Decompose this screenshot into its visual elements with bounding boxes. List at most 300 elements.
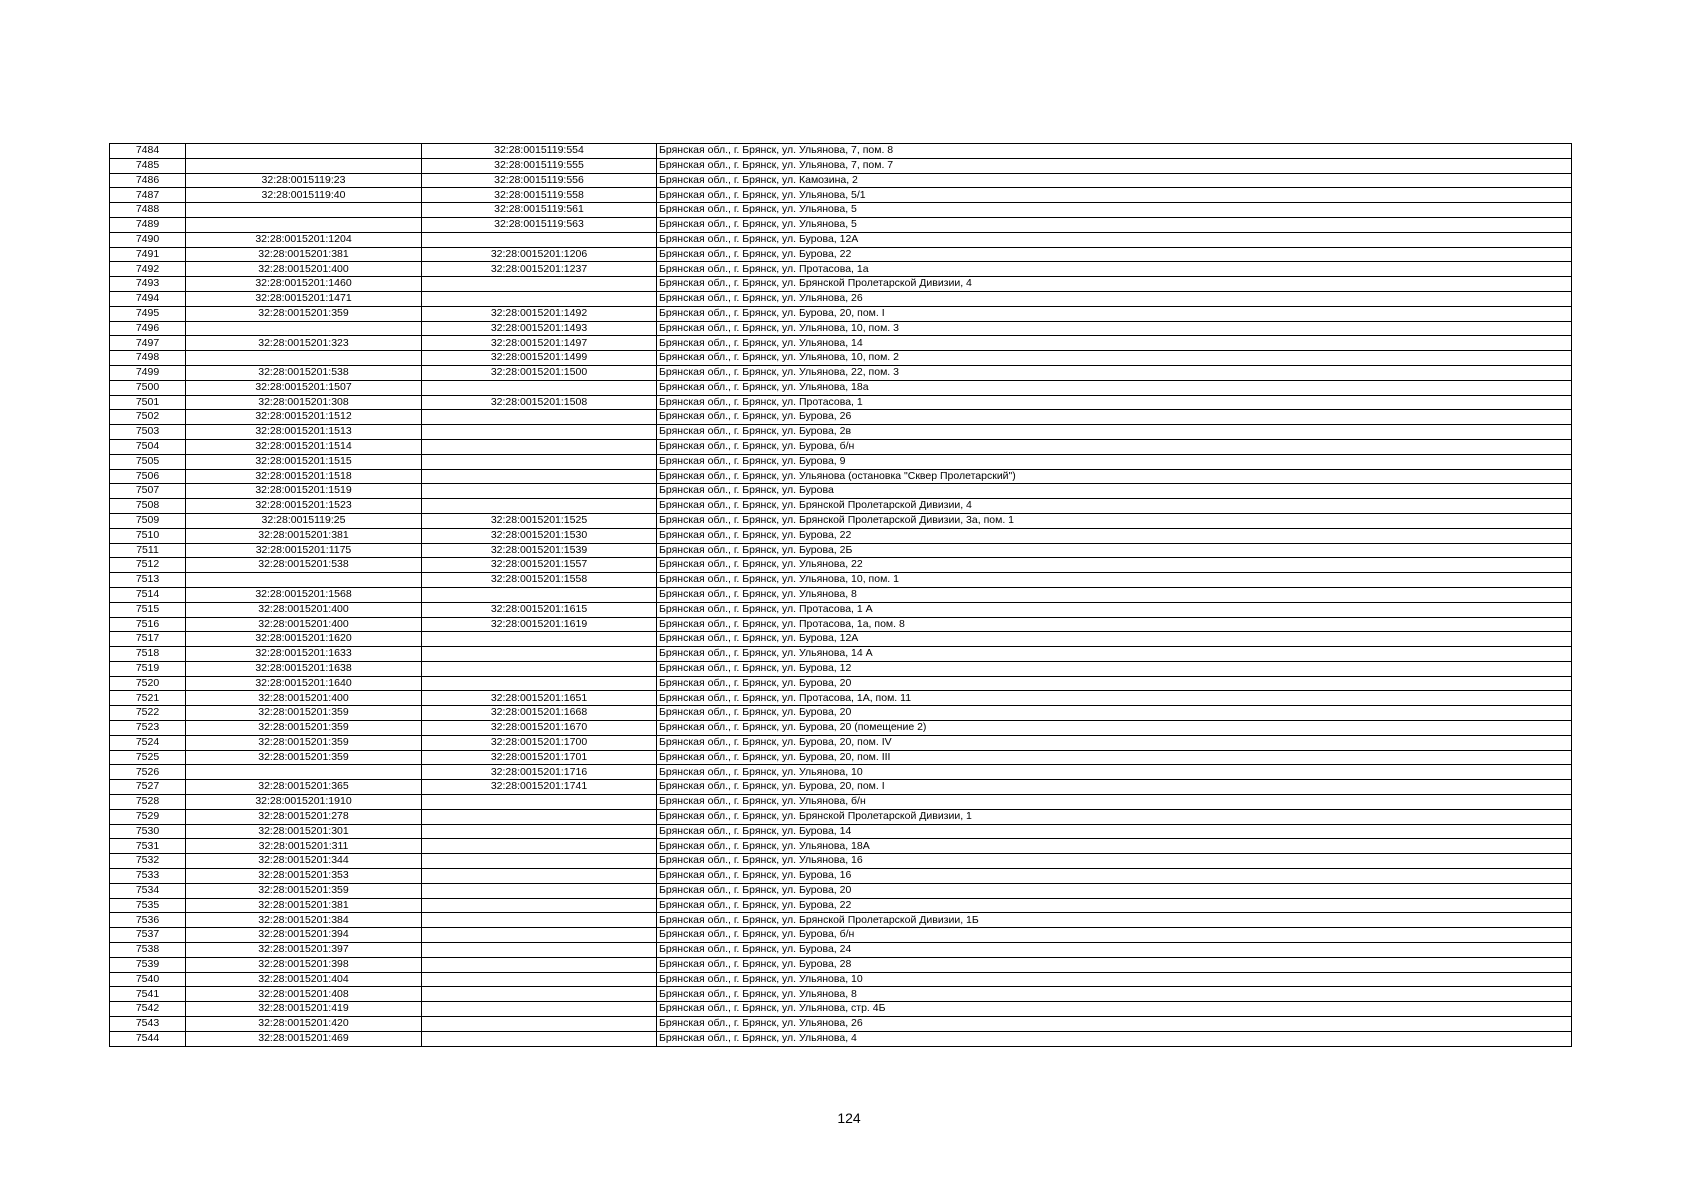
- cadastral-number-cell: 32:28:0015201:1237: [422, 262, 657, 277]
- parcel-number-cell: 32:28:0015201:397: [186, 943, 422, 958]
- address-cell: Брянская обл., г. Брянск, ул. Ульянова, 16: [657, 854, 1572, 869]
- table-row: [110, 987, 1572, 1002]
- parcel-number-cell: 32:28:0015201:359: [186, 721, 422, 736]
- table-row: [110, 750, 1572, 765]
- parcel-number-cell: [186, 351, 422, 366]
- cadastral-number-cell: [422, 647, 657, 662]
- address-cell: Брянская обл., г. Брянск, ул. Бурова, 20, пом. III: [657, 750, 1572, 765]
- table-row: [110, 203, 1572, 218]
- table-row: [110, 795, 1572, 810]
- row-number-cell: 7511: [110, 543, 186, 558]
- parcel-number-cell: 32:28:0015201:469: [186, 1031, 422, 1046]
- parcel-number-cell: 32:28:0015119:40: [186, 188, 422, 203]
- row-number-cell: 7525: [110, 750, 186, 765]
- address-cell: Брянская обл., г. Брянск, ул. Ульянова, 14: [657, 336, 1572, 351]
- address-cell: Брянская обл., г. Брянск, ул. Бурова, 9: [657, 454, 1572, 469]
- address-cell: Брянская обл., г. Брянск, ул. Ульянова, 26: [657, 291, 1572, 306]
- address-cell: Брянская обл., г. Брянск, ул. Бурова, 2в: [657, 425, 1572, 440]
- cadastral-number-cell: 32:28:0015201:1500: [422, 365, 657, 380]
- table-row: [110, 247, 1572, 262]
- table-row: [110, 943, 1572, 958]
- parcel-number-cell: 32:28:0015201:419: [186, 1002, 422, 1017]
- address-cell: Брянская обл., г. Брянск, ул. Ульянова, 8: [657, 987, 1572, 1002]
- cadastral-number-cell: [422, 972, 657, 987]
- table-row: [110, 854, 1572, 869]
- table-row: [110, 188, 1572, 203]
- address-cell: Брянская обл., г. Брянск, ул. Ульянова, 5: [657, 203, 1572, 218]
- row-number-cell: 7533: [110, 869, 186, 884]
- table-row: [110, 365, 1572, 380]
- table-row: [110, 351, 1572, 366]
- address-cell: Брянская обл., г. Брянск, ул. Бурова, 22: [657, 528, 1572, 543]
- table-row: [110, 410, 1572, 425]
- row-number-cell: 7500: [110, 380, 186, 395]
- table-row: [110, 587, 1572, 602]
- parcel-number-cell: 32:28:0015201:400: [186, 602, 422, 617]
- row-number-cell: 7542: [110, 1002, 186, 1017]
- row-number-cell: 7502: [110, 410, 186, 425]
- address-cell: Брянская обл., г. Брянск, ул. Ульянова, 4: [657, 1031, 1572, 1046]
- row-number-cell: 7524: [110, 735, 186, 750]
- page-number: 124: [837, 1110, 861, 1126]
- table-row: [110, 602, 1572, 617]
- parcel-number-cell: [186, 158, 422, 173]
- parcel-number-cell: 32:28:0015201:381: [186, 247, 422, 262]
- row-number-cell: 7487: [110, 188, 186, 203]
- parcel-number-cell: 32:28:0015201:404: [186, 972, 422, 987]
- table-row: [110, 573, 1572, 588]
- address-cell: Брянская обл., г. Брянск, ул. Бурова, 22: [657, 247, 1572, 262]
- address-cell: Брянская обл., г. Брянск, ул. Ульянова, стр. 4Б: [657, 1002, 1572, 1017]
- address-cell: Брянская обл., г. Брянск, ул. Бурова, 14: [657, 824, 1572, 839]
- cadastral-number-cell: [422, 425, 657, 440]
- cadastral-number-cell: [422, 1017, 657, 1032]
- parcel-number-cell: [186, 765, 422, 780]
- row-number-cell: 7514: [110, 587, 186, 602]
- parcel-number-cell: 32:28:0015201:1460: [186, 277, 422, 292]
- table-row: [110, 617, 1572, 632]
- address-cell: Брянская обл., г. Брянск, ул. Брянской Пролетарской Дивизии, 4: [657, 499, 1572, 514]
- table-row: [110, 217, 1572, 232]
- row-number-cell: 7543: [110, 1017, 186, 1032]
- address-cell: Брянская обл., г. Брянск, ул. Бурова, 22: [657, 898, 1572, 913]
- cadastral-number-cell: [422, 291, 657, 306]
- cadastral-number-cell: [422, 661, 657, 676]
- row-number-cell: 7499: [110, 365, 186, 380]
- address-cell: Брянская обл., г. Брянск, ул. Ульянова, 8: [657, 587, 1572, 602]
- table-row: [110, 439, 1572, 454]
- address-cell: Брянская обл., г. Брянск, ул. Бурова, 20, пом. IV: [657, 735, 1572, 750]
- row-number-cell: 7539: [110, 957, 186, 972]
- cadastral-number-cell: [422, 277, 657, 292]
- cadastral-number-cell: [422, 987, 657, 1002]
- address-cell: Брянская обл., г. Брянск, ул. Ульянова, 10, пом. 2: [657, 351, 1572, 366]
- parcel-number-cell: 32:28:0015201:1175: [186, 543, 422, 558]
- parcel-number-cell: 32:28:0015201:1518: [186, 469, 422, 484]
- cadastral-number-cell: [422, 469, 657, 484]
- row-number-cell: 7489: [110, 217, 186, 232]
- parcel-number-cell: 32:28:0015201:1471: [186, 291, 422, 306]
- address-cell: Брянская обл., г. Брянск, ул. Ульянова, 18А: [657, 839, 1572, 854]
- address-cell: Брянская обл., г. Брянск, ул. Протасова, 1: [657, 395, 1572, 410]
- table-row: [110, 869, 1572, 884]
- cadastral-number-cell: 32:28:0015119:563: [422, 217, 657, 232]
- table-row: [110, 809, 1572, 824]
- table-row: [110, 839, 1572, 854]
- parcel-number-cell: 32:28:0015201:1910: [186, 795, 422, 810]
- table-row: [110, 972, 1572, 987]
- parcel-number-cell: 32:28:0015201:353: [186, 869, 422, 884]
- parcel-number-cell: [186, 217, 422, 232]
- parcel-number-cell: 32:28:0015201:323: [186, 336, 422, 351]
- table-row: [110, 395, 1572, 410]
- table-row: [110, 883, 1572, 898]
- cadastral-number-cell: 32:28:0015201:1493: [422, 321, 657, 336]
- address-cell: Брянская обл., г. Брянск, ул. Бурова, 2Б: [657, 543, 1572, 558]
- parcel-number-cell: 32:28:0015201:381: [186, 898, 422, 913]
- row-number-cell: 7495: [110, 306, 186, 321]
- parcel-number-cell: 32:28:0015201:1620: [186, 632, 422, 647]
- parcel-number-cell: 32:28:0015201:1568: [186, 587, 422, 602]
- row-number-cell: 7505: [110, 454, 186, 469]
- address-cell: Брянская обл., г. Брянск, ул. Протасова, 1А, пом. 11: [657, 691, 1572, 706]
- table-row: [110, 735, 1572, 750]
- cadastral-number-cell: [422, 795, 657, 810]
- row-number-cell: 7519: [110, 661, 186, 676]
- cadastral-number-cell: [422, 869, 657, 884]
- parcel-number-cell: 32:28:0015201:1523: [186, 499, 422, 514]
- address-cell: Брянская обл., г. Брянск, ул. Бурова, 12А: [657, 232, 1572, 247]
- row-number-cell: 7538: [110, 943, 186, 958]
- row-number-cell: 7540: [110, 972, 186, 987]
- table-row: [110, 765, 1572, 780]
- row-number-cell: 7527: [110, 780, 186, 795]
- address-cell: Брянская обл., г. Брянск, ул. Ульянова, 5/1: [657, 188, 1572, 203]
- cadastral-number-cell: [422, 410, 657, 425]
- registry-table: [109, 143, 1572, 1047]
- table-row: [110, 928, 1572, 943]
- cadastral-number-cell: [422, 484, 657, 499]
- table-row: [110, 780, 1572, 795]
- row-number-cell: 7493: [110, 277, 186, 292]
- parcel-number-cell: 32:28:0015201:408: [186, 987, 422, 1002]
- parcel-number-cell: 32:28:0015201:538: [186, 558, 422, 573]
- table-row: [110, 277, 1572, 292]
- parcel-number-cell: 32:28:0015201:394: [186, 928, 422, 943]
- cadastral-number-cell: [422, 439, 657, 454]
- cadastral-number-cell: [422, 587, 657, 602]
- row-number-cell: 7535: [110, 898, 186, 913]
- address-cell: Брянская обл., г. Брянск, ул. Протасова, 1а: [657, 262, 1572, 277]
- parcel-number-cell: 32:28:0015201:1204: [186, 232, 422, 247]
- row-number-cell: 7501: [110, 395, 186, 410]
- table-row: [110, 306, 1572, 321]
- row-number-cell: 7486: [110, 173, 186, 188]
- cadastral-number-cell: 32:28:0015201:1499: [422, 351, 657, 366]
- cadastral-number-cell: 32:28:0015201:1741: [422, 780, 657, 795]
- row-number-cell: 7510: [110, 528, 186, 543]
- address-cell: Брянская обл., г. Брянск, ул. Бурова, 26: [657, 410, 1572, 425]
- address-cell: Брянская обл., г. Брянск, ул. Бурова, б/н: [657, 928, 1572, 943]
- row-number-cell: 7498: [110, 351, 186, 366]
- row-number-cell: 7531: [110, 839, 186, 854]
- row-number-cell: 7523: [110, 721, 186, 736]
- row-number-cell: 7515: [110, 602, 186, 617]
- cadastral-number-cell: 32:28:0015201:1539: [422, 543, 657, 558]
- parcel-number-cell: 32:28:0015201:344: [186, 854, 422, 869]
- cadastral-number-cell: 32:28:0015201:1670: [422, 721, 657, 736]
- row-number-cell: 7504: [110, 439, 186, 454]
- row-number-cell: 7516: [110, 617, 186, 632]
- row-number-cell: 7509: [110, 513, 186, 528]
- table-row: [110, 824, 1572, 839]
- row-number-cell: 7529: [110, 809, 186, 824]
- cadastral-number-cell: 32:28:0015201:1206: [422, 247, 657, 262]
- table-row: [110, 262, 1572, 277]
- address-cell: Брянская обл., г. Брянск, ул. Бурова, 20 (помещение 2): [657, 721, 1572, 736]
- row-number-cell: 7521: [110, 691, 186, 706]
- table-row: [110, 321, 1572, 336]
- parcel-number-cell: 32:28:0015201:1515: [186, 454, 422, 469]
- table-row: [110, 543, 1572, 558]
- parcel-number-cell: 32:28:0015201:308: [186, 395, 422, 410]
- cadastral-number-cell: [422, 839, 657, 854]
- row-number-cell: 7532: [110, 854, 186, 869]
- parcel-number-cell: 32:28:0015119:23: [186, 173, 422, 188]
- parcel-number-cell: [186, 144, 422, 159]
- cadastral-number-cell: [422, 898, 657, 913]
- row-number-cell: 7492: [110, 262, 186, 277]
- cadastral-number-cell: 32:28:0015119:558: [422, 188, 657, 203]
- cadastral-number-cell: [422, 380, 657, 395]
- parcel-number-cell: 32:28:0015201:400: [186, 617, 422, 632]
- table-row: [110, 158, 1572, 173]
- cadastral-number-cell: [422, 809, 657, 824]
- address-cell: Брянская обл., г. Брянск, ул. Ульянова (остановка "Сквер Пролетарский"): [657, 469, 1572, 484]
- table-row: [110, 499, 1572, 514]
- table-row: [110, 1002, 1572, 1017]
- cadastral-number-cell: 32:28:0015119:561: [422, 203, 657, 218]
- address-cell: Брянская обл., г. Брянск, ул. Брянской Пролетарской Дивизии, 4: [657, 277, 1572, 292]
- table-row: [110, 144, 1572, 159]
- address-cell: Брянская обл., г. Брянск, ул. Бурова, 12: [657, 661, 1572, 676]
- row-number-cell: 7508: [110, 499, 186, 514]
- cadastral-number-cell: [422, 232, 657, 247]
- row-number-cell: 7485: [110, 158, 186, 173]
- address-cell: Брянская обл., г. Брянск, ул. Брянской Пролетарской Дивизии, 1: [657, 809, 1572, 824]
- cadastral-number-cell: [422, 883, 657, 898]
- parcel-number-cell: [186, 321, 422, 336]
- parcel-number-cell: [186, 573, 422, 588]
- parcel-number-cell: 32:28:0015201:1633: [186, 647, 422, 662]
- address-cell: Брянская обл., г. Брянск, ул. Бурова, б/н: [657, 439, 1572, 454]
- table-row: [110, 691, 1572, 706]
- cadastral-number-cell: [422, 854, 657, 869]
- cadastral-number-cell: 32:28:0015119:555: [422, 158, 657, 173]
- address-cell: Брянская обл., г. Брянск, ул. Ульянова, 7, пом. 7: [657, 158, 1572, 173]
- cadastral-number-cell: 32:28:0015201:1557: [422, 558, 657, 573]
- address-cell: Брянская обл., г. Брянск, ул. Бурова, 20, пом. I: [657, 306, 1572, 321]
- row-number-cell: 7520: [110, 676, 186, 691]
- cadastral-number-cell: 32:28:0015201:1716: [422, 765, 657, 780]
- table-row: [110, 484, 1572, 499]
- cadastral-number-cell: 32:28:0015201:1615: [422, 602, 657, 617]
- address-cell: Брянская обл., г. Брянск, ул. Ульянова, 26: [657, 1017, 1572, 1032]
- parcel-number-cell: 32:28:0015201:1519: [186, 484, 422, 499]
- table-row: [110, 647, 1572, 662]
- row-number-cell: 7506: [110, 469, 186, 484]
- parcel-number-cell: 32:28:0015201:359: [186, 750, 422, 765]
- table-row: [110, 513, 1572, 528]
- row-number-cell: 7522: [110, 706, 186, 721]
- cadastral-number-cell: [422, 824, 657, 839]
- parcel-number-cell: 32:28:0015201:398: [186, 957, 422, 972]
- table-row: [110, 1017, 1572, 1032]
- parcel-number-cell: 32:28:0015201:381: [186, 528, 422, 543]
- address-cell: Брянская обл., г. Брянск, ул. Ульянова, 22, пом. 3: [657, 365, 1572, 380]
- parcel-number-cell: 32:28:0015201:420: [186, 1017, 422, 1032]
- row-number-cell: 7491: [110, 247, 186, 262]
- address-cell: Брянская обл., г. Брянск, ул. Бурова, 28: [657, 957, 1572, 972]
- row-number-cell: 7536: [110, 913, 186, 928]
- table-row: [110, 336, 1572, 351]
- parcel-number-cell: 32:28:0015201:1514: [186, 439, 422, 454]
- address-cell: Брянская обл., г. Брянск, ул. Бурова, 20, пом. I: [657, 780, 1572, 795]
- table-row: [110, 454, 1572, 469]
- table-row: [110, 380, 1572, 395]
- table-row: [110, 661, 1572, 676]
- row-number-cell: 7541: [110, 987, 186, 1002]
- address-cell: Брянская обл., г. Брянск, ул. Ульянова, б/н: [657, 795, 1572, 810]
- cadastral-number-cell: 32:28:0015201:1525: [422, 513, 657, 528]
- cadastral-number-cell: 32:28:0015201:1508: [422, 395, 657, 410]
- parcel-number-cell: 32:28:0015201:365: [186, 780, 422, 795]
- parcel-number-cell: 32:28:0015201:359: [186, 706, 422, 721]
- table-row: [110, 1031, 1572, 1046]
- parcel-number-cell: 32:28:0015119:25: [186, 513, 422, 528]
- cadastral-number-cell: 32:28:0015201:1619: [422, 617, 657, 632]
- address-cell: Брянская обл., г. Брянск, ул. Бурова, 24: [657, 943, 1572, 958]
- address-cell: Брянская обл., г. Брянск, ул. Протасова, 1 А: [657, 602, 1572, 617]
- cadastral-number-cell: [422, 632, 657, 647]
- row-number-cell: 7526: [110, 765, 186, 780]
- parcel-number-cell: 32:28:0015201:1638: [186, 661, 422, 676]
- parcel-number-cell: 32:28:0015201:359: [186, 735, 422, 750]
- parcel-number-cell: 32:28:0015201:538: [186, 365, 422, 380]
- address-cell: Брянская обл., г. Брянск, ул. Бурова, 16: [657, 869, 1572, 884]
- parcel-number-cell: [186, 203, 422, 218]
- address-cell: Брянская обл., г. Брянск, ул. Протасова, 1а, пом. 8: [657, 617, 1572, 632]
- table-row: [110, 913, 1572, 928]
- parcel-number-cell: 32:28:0015201:278: [186, 809, 422, 824]
- cadastral-number-cell: [422, 943, 657, 958]
- cadastral-number-cell: [422, 676, 657, 691]
- cadastral-number-cell: 32:28:0015201:1700: [422, 735, 657, 750]
- row-number-cell: 7528: [110, 795, 186, 810]
- address-cell: Брянская обл., г. Брянск, ул. Брянской Пролетарской Дивизии, 1Б: [657, 913, 1572, 928]
- parcel-number-cell: 32:28:0015201:359: [186, 883, 422, 898]
- cadastral-number-cell: [422, 1031, 657, 1046]
- parcel-number-cell: 32:28:0015201:301: [186, 824, 422, 839]
- cadastral-number-cell: [422, 454, 657, 469]
- address-cell: Брянская обл., г. Брянск, ул. Ульянова, 10: [657, 972, 1572, 987]
- address-cell: Брянская обл., г. Брянск, ул. Бурова, 20: [657, 883, 1572, 898]
- address-cell: Брянская обл., г. Брянск, ул. Бурова, 20: [657, 706, 1572, 721]
- parcel-number-cell: 32:28:0015201:384: [186, 913, 422, 928]
- table-row: [110, 173, 1572, 188]
- cadastral-number-cell: 32:28:0015119:554: [422, 144, 657, 159]
- row-number-cell: 7513: [110, 573, 186, 588]
- address-cell: Брянская обл., г. Брянск, ул. Брянской Пролетарской Дивизии, 3а, пом. 1: [657, 513, 1572, 528]
- row-number-cell: 7488: [110, 203, 186, 218]
- table-row: [110, 632, 1572, 647]
- parcel-number-cell: 32:28:0015201:1512: [186, 410, 422, 425]
- parcel-number-cell: 32:28:0015201:311: [186, 839, 422, 854]
- parcel-number-cell: 32:28:0015201:400: [186, 262, 422, 277]
- table-row: [110, 558, 1572, 573]
- address-cell: Брянская обл., г. Брянск, ул. Бурова, 12А: [657, 632, 1572, 647]
- table-row: [110, 425, 1572, 440]
- cadastral-number-cell: 32:28:0015201:1492: [422, 306, 657, 321]
- cadastral-number-cell: 32:28:0015201:1530: [422, 528, 657, 543]
- table-row: [110, 721, 1572, 736]
- table-row: [110, 232, 1572, 247]
- address-cell: Брянская обл., г. Брянск, ул. Ульянова, 10, пом. 1: [657, 573, 1572, 588]
- cadastral-number-cell: [422, 913, 657, 928]
- table-row: [110, 291, 1572, 306]
- parcel-number-cell: 32:28:0015201:1513: [186, 425, 422, 440]
- cadastral-number-cell: 32:28:0015201:1497: [422, 336, 657, 351]
- cadastral-number-cell: 32:28:0015201:1701: [422, 750, 657, 765]
- parcel-number-cell: 32:28:0015201:359: [186, 306, 422, 321]
- table-row: [110, 676, 1572, 691]
- row-number-cell: 7518: [110, 647, 186, 662]
- address-cell: Брянская обл., г. Брянск, ул. Бурова, 20: [657, 676, 1572, 691]
- row-number-cell: 7530: [110, 824, 186, 839]
- row-number-cell: 7507: [110, 484, 186, 499]
- address-cell: Брянская обл., г. Брянск, ул. Ульянова, 5: [657, 217, 1572, 232]
- table-row: [110, 469, 1572, 484]
- row-number-cell: 7517: [110, 632, 186, 647]
- table-row: [110, 898, 1572, 913]
- address-cell: Брянская обл., г. Брянск, ул. Ульянова, 7, пом. 8: [657, 144, 1572, 159]
- address-cell: Брянская обл., г. Брянск, ул. Ульянова, 14 А: [657, 647, 1572, 662]
- row-number-cell: 7484: [110, 144, 186, 159]
- row-number-cell: 7496: [110, 321, 186, 336]
- cadastral-number-cell: [422, 499, 657, 514]
- table-row: [110, 706, 1572, 721]
- row-number-cell: 7497: [110, 336, 186, 351]
- row-number-cell: 7503: [110, 425, 186, 440]
- registry-body: [110, 144, 1572, 1047]
- address-cell: Брянская обл., г. Брянск, ул. Ульянова, 18а: [657, 380, 1572, 395]
- cadastral-number-cell: 32:28:0015201:1651: [422, 691, 657, 706]
- address-cell: Брянская обл., г. Брянск, ул. Ульянова, 10, пом. 3: [657, 321, 1572, 336]
- parcel-number-cell: 32:28:0015201:1507: [186, 380, 422, 395]
- row-number-cell: 7544: [110, 1031, 186, 1046]
- row-number-cell: 7494: [110, 291, 186, 306]
- address-cell: Брянская обл., г. Брянск, ул. Ульянова, 10: [657, 765, 1572, 780]
- cadastral-number-cell: 32:28:0015201:1558: [422, 573, 657, 588]
- table-row: [110, 957, 1572, 972]
- row-number-cell: 7512: [110, 558, 186, 573]
- cadastral-number-cell: 32:28:0015201:1668: [422, 706, 657, 721]
- cadastral-number-cell: [422, 957, 657, 972]
- row-number-cell: 7537: [110, 928, 186, 943]
- table-row: [110, 528, 1572, 543]
- row-number-cell: 7534: [110, 883, 186, 898]
- cadastral-number-cell: [422, 1002, 657, 1017]
